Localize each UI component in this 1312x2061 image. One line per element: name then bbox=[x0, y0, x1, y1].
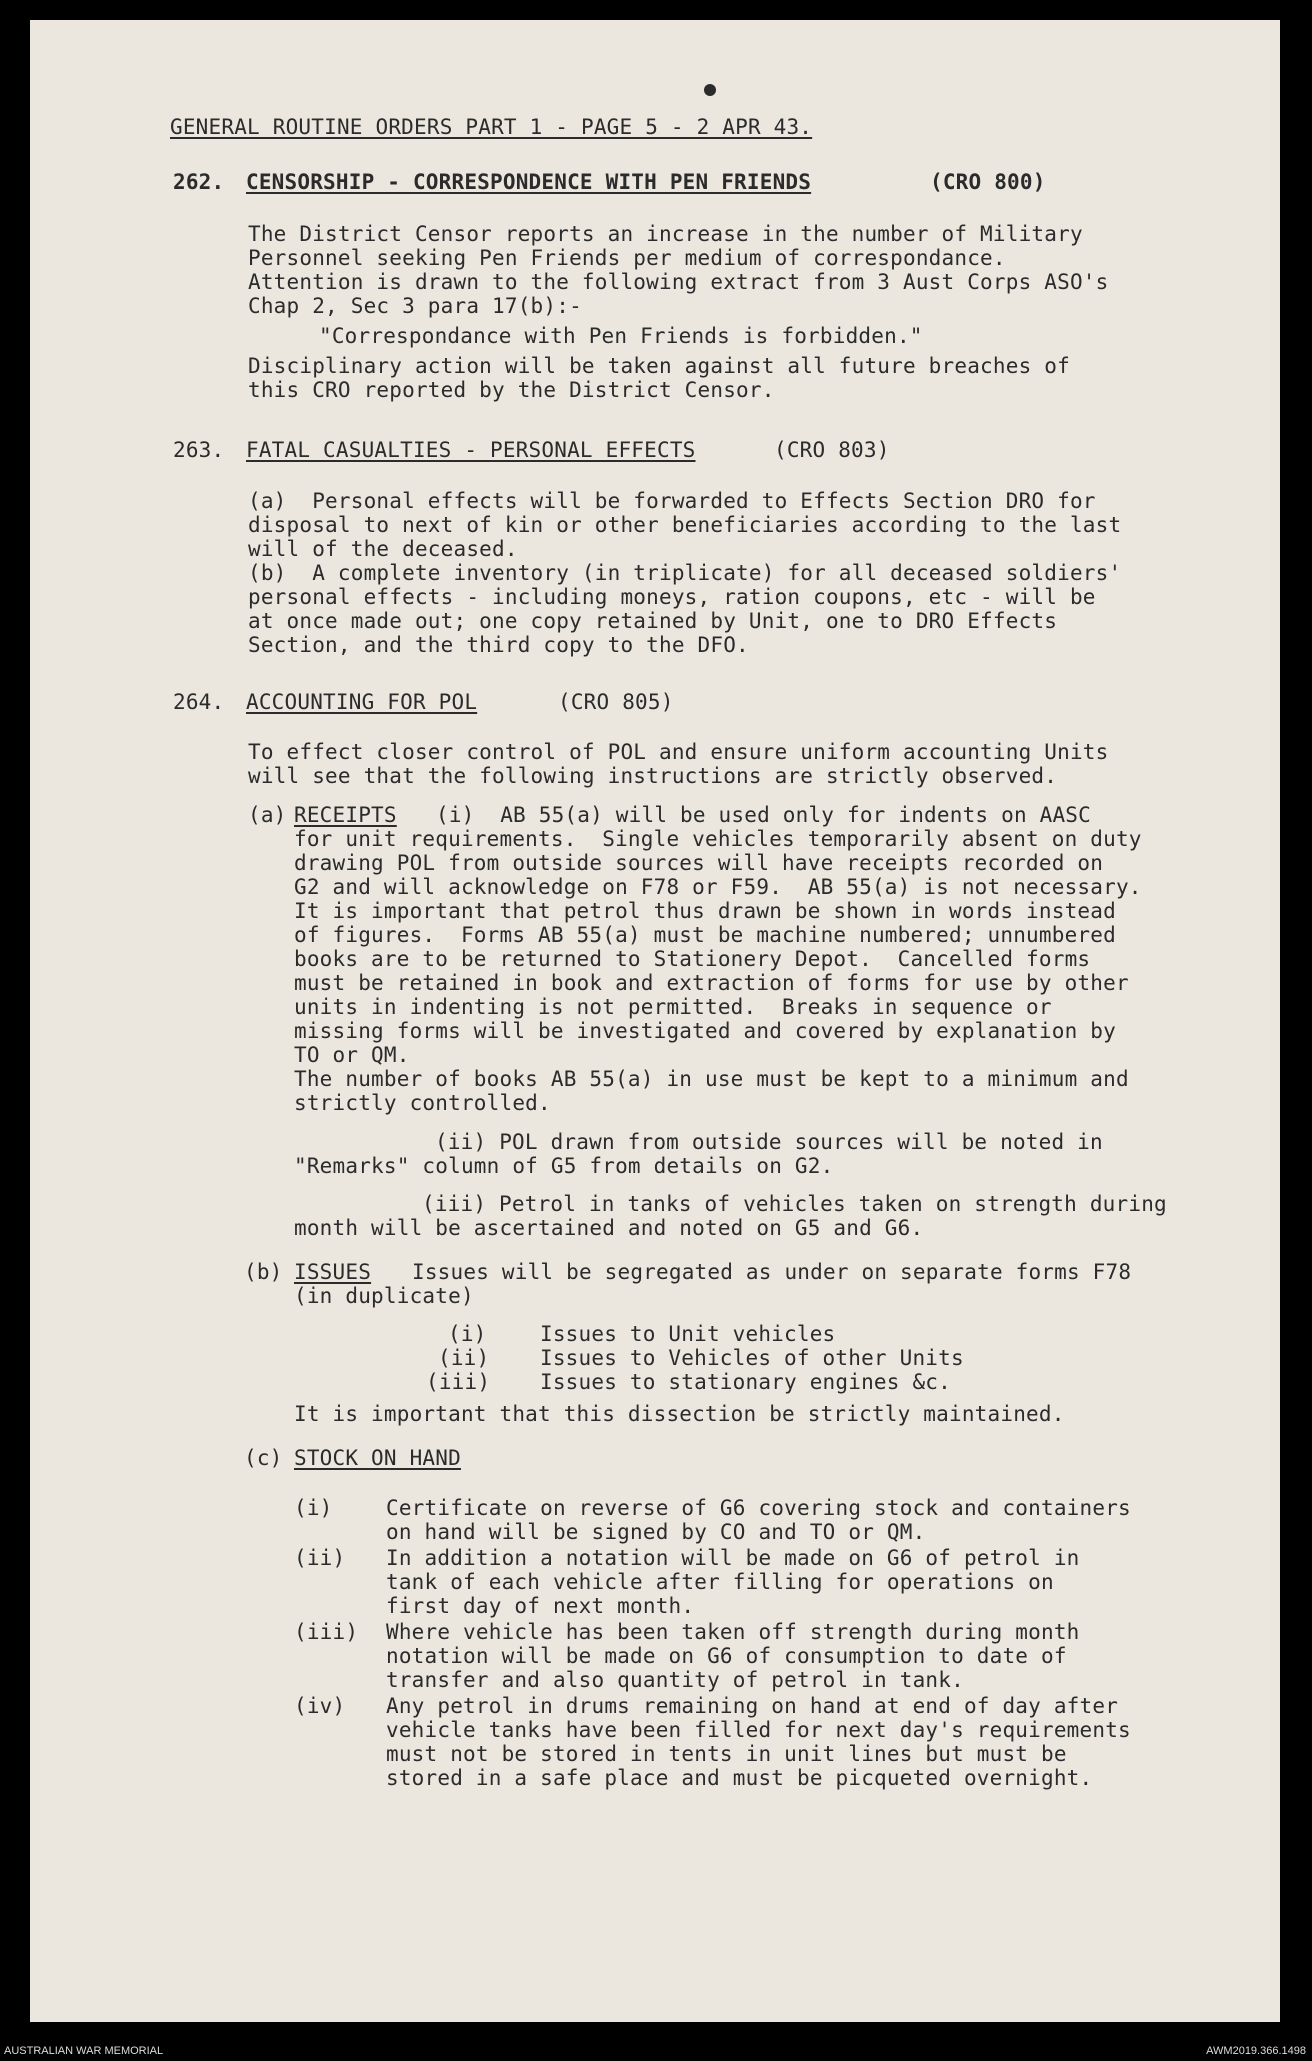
issues-first-line: Issues will be segregated as under on separate forms F78 bbox=[412, 1260, 1132, 1284]
section-263-title: FATAL CASUALTIES - PERSONAL EFFECTS bbox=[246, 438, 696, 462]
section-264-title: ACCOUNTING FOR POL bbox=[246, 690, 478, 714]
stock-list-number: (i) bbox=[294, 1496, 333, 1520]
receipts-body-line: TO or QM. bbox=[294, 1043, 410, 1067]
section-263-number: 263. bbox=[173, 438, 225, 462]
issues-list-number: (iii) bbox=[426, 1370, 491, 1394]
receipts-body-line: G2 and will acknowledge on F78 or F59. AB 55(a) is not necessary. bbox=[294, 875, 1142, 899]
section-262-body-line: The District Censor reports an increase in the number of Military bbox=[248, 222, 1083, 246]
receipts-body-line: missing forms will be investigated and covered by explanation by bbox=[294, 1019, 1116, 1043]
section-263-body-line: at once made out; one copy retained by Unit, one to DRO Effects bbox=[248, 609, 1058, 633]
receipts-body-line: of figures. Forms AB 55(a) must be machine numbered; unnumbered bbox=[294, 923, 1116, 947]
receipts-body-line: must be retained in book and extraction of forms for use by other bbox=[294, 971, 1129, 995]
receipts-iii-line: (iii) Petrol in tanks of vehicles taken on strength during bbox=[422, 1192, 1167, 1216]
section-262-number: 262. bbox=[173, 170, 225, 194]
section-262-body-line: Personnel seeking Pen Friends per medium of correspondance. bbox=[248, 246, 1006, 270]
section-263-body-line: Section, and the third copy to the DFO. bbox=[248, 633, 749, 657]
section-263-body-line: will of the deceased. bbox=[248, 537, 518, 561]
section-262-closing-line: this CRO reported by the District Censor. bbox=[248, 378, 775, 402]
issues-list-item: Issues to Vehicles of other Units bbox=[540, 1346, 964, 1370]
issues-second-line: (in duplicate) bbox=[294, 1284, 474, 1308]
section-264-number: 264. bbox=[173, 690, 225, 714]
issues-label: (b) bbox=[244, 1260, 283, 1284]
section-262-closing-line: Disciplinary action will be taken against all future breaches of bbox=[248, 354, 1070, 378]
footer-accession-number: AWM2019.366.1498 bbox=[1206, 2045, 1306, 2057]
section-262-body-line: Chap 2, Sec 3 para 17(b):- bbox=[248, 294, 582, 318]
receipts-heading: RECEIPTS bbox=[294, 803, 397, 827]
section-262-title: CENSORSHIP - CORRESPONDENCE WITH PEN FRIENDS bbox=[246, 170, 812, 194]
receipts-body-line: strictly controlled. bbox=[294, 1091, 551, 1115]
stock-label: (c) bbox=[244, 1446, 283, 1470]
section-263-body-line: disposal to next of kin or other beneficiaries according to the last bbox=[248, 513, 1122, 537]
stock-list-line: notation will be made on G6 of consumption to date of bbox=[386, 1644, 1067, 1668]
receipts-body-line: units in indenting is not permitted. Breaks in sequence or bbox=[294, 995, 1052, 1019]
stock-list-line: on hand will be signed by CO and TO or QM. bbox=[386, 1520, 926, 1544]
stock-list-line: first day of next month. bbox=[386, 1594, 695, 1618]
receipts-body-line: for unit requirements. Single vehicles temporarily absent on duty bbox=[294, 827, 1142, 851]
document-page bbox=[30, 20, 1280, 2022]
stock-list-line: Any petrol in drums remaining on hand at end of day after bbox=[386, 1694, 1119, 1718]
receipts-first-line: (i) AB 55(a) will be used only for indents on AASC bbox=[436, 803, 1091, 827]
stock-list-line: In addition a notation will be made on G6 of petrol in bbox=[386, 1546, 1080, 1570]
receipts-body-line: The number of books AB 55(a) in use must be kept to a minimum and bbox=[294, 1067, 1129, 1091]
issues-list-item: Issues to Unit vehicles bbox=[540, 1322, 836, 1346]
punch-mark-icon bbox=[702, 82, 718, 98]
stock-list-line: vehicle tanks have been filled for next day's requirements bbox=[386, 1718, 1131, 1742]
issues-list-number: (ii) bbox=[438, 1346, 490, 1370]
issues-closing: It is important that this dissection be strictly maintained. bbox=[294, 1402, 1065, 1426]
stock-heading: STOCK ON HAND bbox=[294, 1446, 461, 1470]
stock-list-line: stored in a safe place and must be picqueted overnight. bbox=[386, 1766, 1093, 1790]
section-264-ref: (CRO 805) bbox=[558, 690, 674, 714]
stock-list-number: (iii) bbox=[294, 1620, 359, 1644]
issues-list-item: Issues to stationary engines &c. bbox=[540, 1370, 951, 1394]
receipts-body-line: drawing POL from outside sources will have receipts recorded on bbox=[294, 851, 1104, 875]
issues-heading: ISSUES bbox=[294, 1260, 372, 1284]
stock-list-number: (ii) bbox=[294, 1546, 346, 1570]
issues-list-number: (i) bbox=[448, 1322, 487, 1346]
section-263-body-line: (a) Personal effects will be forwarded to Effects Section DRO for bbox=[248, 489, 1096, 513]
section-262-quote: "Correspondance with Pen Friends is forbidden." bbox=[319, 324, 923, 348]
stock-list-line: must not be stored in tents in unit lines but must be bbox=[386, 1742, 1067, 1766]
section-262-body-line: Attention is drawn to the following extract from 3 Aust Corps ASO's bbox=[248, 270, 1109, 294]
stock-list-number: (iv) bbox=[294, 1694, 346, 1718]
receipts-body-line: It is important that petrol thus drawn be shown in words instead bbox=[294, 899, 1116, 923]
stock-list-line: tank of each vehicle after filling for operations on bbox=[386, 1570, 1054, 1594]
section-264-intro-line: will see that the following instructions are strictly observed. bbox=[248, 764, 1058, 788]
section-264-intro-line: To effect closer control of POL and ensure uniform accounting Units bbox=[248, 740, 1109, 764]
section-263-ref: (CRO 803) bbox=[774, 438, 890, 462]
receipts-iii-line: month will be ascertained and noted on G5 and G6. bbox=[294, 1216, 924, 1240]
footer-institution: AUSTRALIAN WAR MEMORIAL bbox=[4, 2045, 164, 2057]
stock-list-line: Where vehicle has been taken off strength during month bbox=[386, 1620, 1080, 1644]
receipts-body-line: books are to be returned to Stationery Depot. Cancelled forms bbox=[294, 947, 1091, 971]
stock-list-line: transfer and also quantity of petrol in tank. bbox=[386, 1668, 964, 1692]
page-header: GENERAL ROUTINE ORDERS PART 1 - PAGE 5 - 2 APR 43. bbox=[170, 115, 813, 139]
section-262-ref: (CRO 800) bbox=[930, 170, 1046, 194]
receipts-label: (a) bbox=[248, 803, 287, 827]
stock-list-line: Certificate on reverse of G6 covering stock and containers bbox=[386, 1496, 1131, 1520]
receipts-ii-line: "Remarks" column of G5 from details on G2. bbox=[294, 1154, 834, 1178]
section-263-body-line: (b) A complete inventory (in triplicate) for all deceased soldiers' bbox=[248, 561, 1122, 585]
section-263-body-line: personal effects - including moneys, ration coupons, etc - will be bbox=[248, 585, 1096, 609]
receipts-ii-line: (ii) POL drawn from outside sources will be noted in bbox=[435, 1130, 1103, 1154]
